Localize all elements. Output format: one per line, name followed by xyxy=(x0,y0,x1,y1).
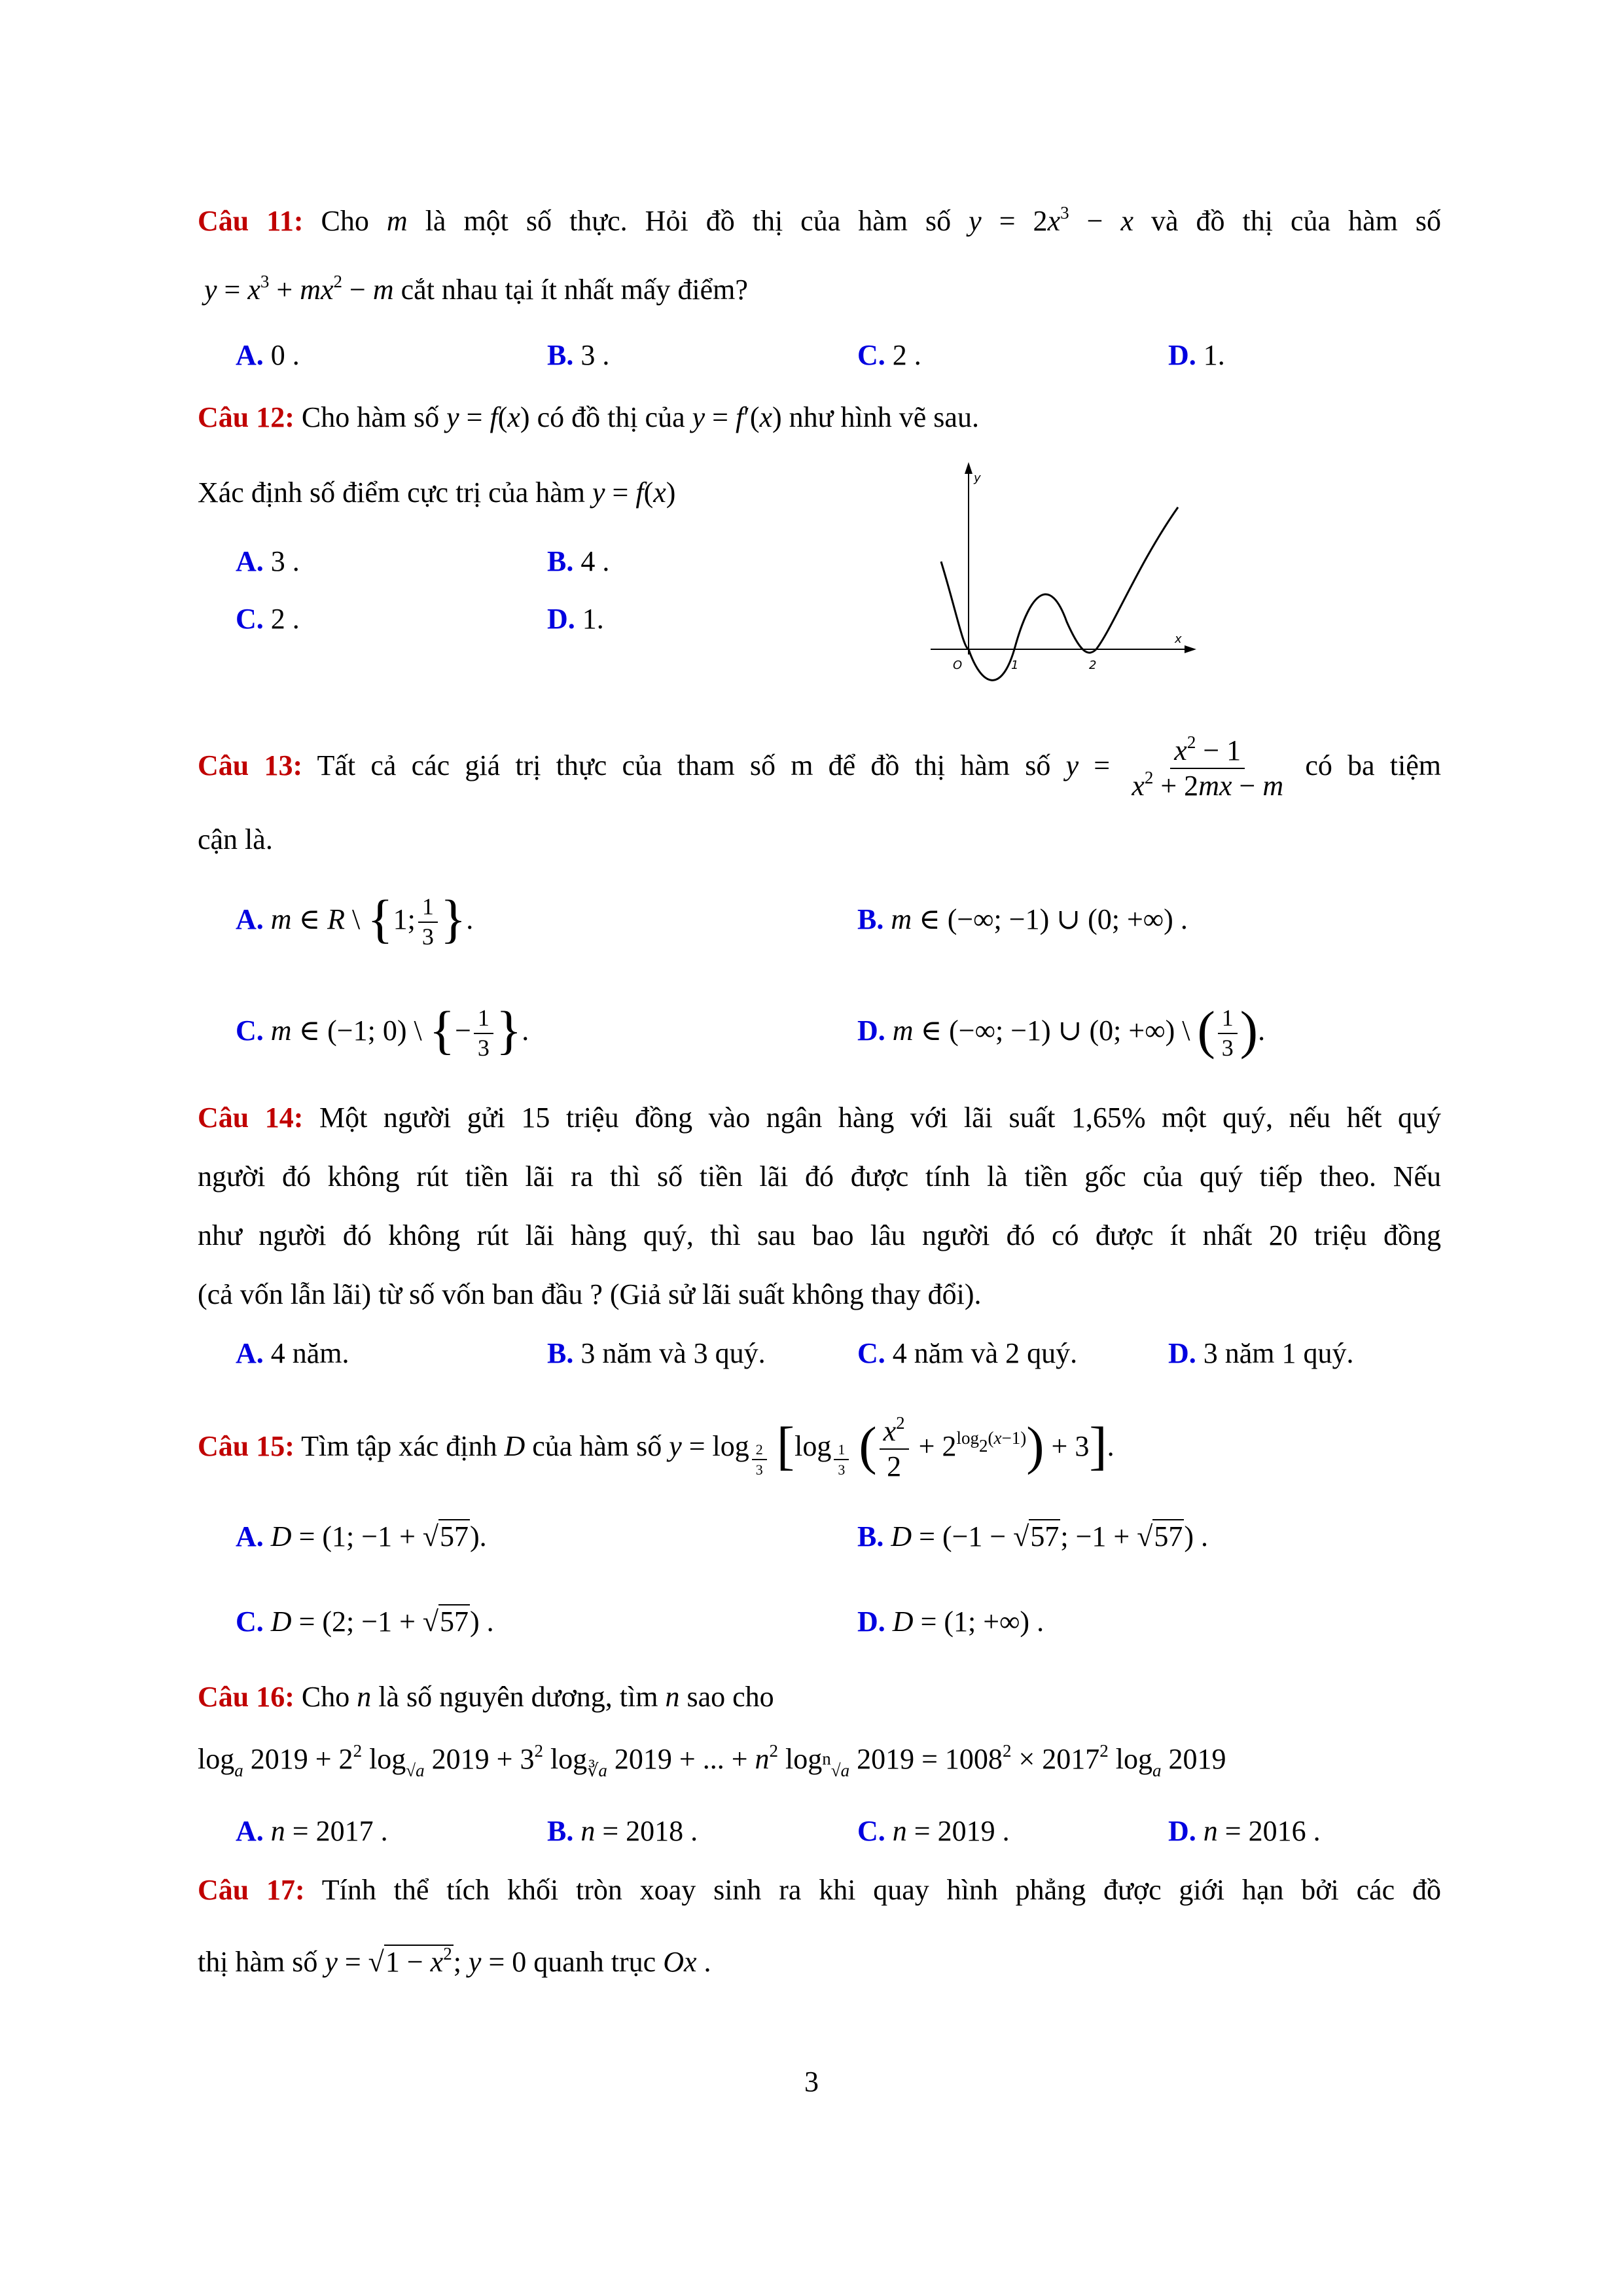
q12-option-a: A. 3 . xyxy=(236,545,300,577)
q16-option-d: D. n = 2016 . xyxy=(1168,1815,1321,1847)
q15-line-1: Câu 15: Tìm tập xác định D của hàm số y = log $_{\frac{2}{3}}$ [log $_{\frac{1}{3}}$ ( $\frac{x^2}{2}$ + $2^{log_2(x-1)}) + 3$]. xyxy=(198,1412,1115,1482)
q13-line-2: cận là. xyxy=(198,823,273,855)
q17-line-1: Câu 17: Tính thể tích khối tròn xoay sinh ra khi quay hình phẳng được giới hạn bởi các đồ xyxy=(198,1874,1441,1906)
q15-option-c: C. D = (2; −1 + √57) . xyxy=(236,1605,494,1638)
graph-tick-1: 1 xyxy=(1011,658,1019,672)
q12-line-2: Xác định số điểm cực trị của hàm y = f(x) xyxy=(198,476,676,509)
graph-y-label: y xyxy=(974,471,981,485)
q17-label: Câu 17: xyxy=(198,1874,305,1906)
q11-label: Câu 11: xyxy=(198,205,304,237)
q11-option-d: D. 1. xyxy=(1168,339,1225,371)
q11-option-b: B. 3 . xyxy=(547,339,610,371)
q13-option-d: D. m ∈ (−∞; −1) ∪ (0; +∞) \ ( $\frac{1}{3}$ ). xyxy=(857,999,1266,1061)
derivative-graph xyxy=(916,458,1217,707)
q11-option-a: A. 0 . xyxy=(236,339,300,371)
q13-line-1: Câu 13: Tất cả các giá trị thực của tham số m để đồ thị hàm số y = $\frac{x^2 - 1}{x^2 + 2mx - m}$ có ba tiệm xyxy=(198,732,1441,802)
q15-option-b: B. D = (−1 − √57; −1 + √57) . xyxy=(857,1520,1209,1552)
q16-line-1: Câu 16: Cho n là số nguyên dương, tìm n sao cho xyxy=(198,1681,774,1713)
q15-option-d: D. D = (1; +∞) . xyxy=(857,1605,1044,1638)
q13-option-c: C. m ∈ (−1; 0) \ {− $\frac{1}{3}$ }. xyxy=(236,999,529,1061)
q16-option-c: C. n = 2019 . xyxy=(857,1815,1010,1847)
q12-option-d: D. 1. xyxy=(547,603,604,635)
q17-line-2: thị hàm số $y = √1 - x^2$; y = 0 quanh trục Ox . xyxy=(198,1944,711,1978)
page-number: 3 xyxy=(804,2066,819,2098)
q16-option-a: A. n = 2017 . xyxy=(236,1815,388,1847)
q16-option-b: B. n = 2018 . xyxy=(547,1815,698,1847)
q11-line-1: Câu 11: Cho m là một số thực. Hỏi đồ thị của hàm số $y = 2x^3 - x$ và đồ thị của hàm số xyxy=(198,203,1441,237)
q14-line-4: (cả vốn lẫn lãi) từ số vốn ban đầu ? (Giả sử lãi suất không thay đổi). xyxy=(198,1278,982,1310)
q13-label: Câu 13: xyxy=(198,749,303,781)
q12-label: Câu 12: xyxy=(198,401,294,433)
q14-option-c: C. 4 năm và 2 quý. xyxy=(857,1337,1078,1369)
q15-label: Câu 15: xyxy=(198,1430,294,1462)
q11-option-c: C. 2 . xyxy=(857,339,921,371)
q12-option-b: B. 4 . xyxy=(547,545,610,577)
q14-option-b: B. 3 năm và 3 quý. xyxy=(547,1337,766,1369)
q16-label: Câu 16: xyxy=(198,1681,294,1713)
q13-option-a: A. m ∈ R \ {1; $\frac{1}{3}$ }. xyxy=(236,888,474,950)
q14-line-2: người đó không rút tiền lãi ra thì số tiền lãi đó được tính là tiền gốc của quý tiếp theo. Nếu xyxy=(198,1160,1441,1193)
q11-line-2: $y = x^3 + mx^2 - m$ cắt nhau tại ít nhất mấy điểm? xyxy=(204,272,748,306)
q14-line-1: Câu 14: Một người gửi 15 triệu đồng vào ngân hàng với lãi suất 1,65% một quý, nếu hết quý xyxy=(198,1102,1441,1134)
q14-line-3: như người đó không rút lãi hàng quý, thì sau bao lâu người đó có được ít nhất 20 triệu đồng xyxy=(198,1219,1441,1251)
graph-tick-2: 2 xyxy=(1089,658,1097,672)
q12-option-c: C. 2 . xyxy=(236,603,300,635)
q14-label: Câu 14: xyxy=(198,1102,304,1134)
q12-line-1: Câu 12: Cho hàm số y = f(x) có đồ thị của y = f′(x) như hình vẽ sau. xyxy=(198,401,979,433)
q14-option-a: A. 4 năm. xyxy=(236,1337,349,1369)
q16-line-2: $\log_a 2019 + 2^2$ $\log_{√a} 2019 + 3^2$ $\log_{∛a} 2019$ + ... + $n^2$ $\log_{^n√a} 2019 = 1008^2 \times 2017^2$ $\log_a 2019$ xyxy=(198,1741,1226,1780)
q13-option-b: B. m ∈ (−∞; −1) ∪ (0; +∞) . xyxy=(857,903,1188,935)
q15-option-a: A. D = (1; −1 + √57). xyxy=(236,1520,487,1552)
graph-x-label: x xyxy=(1175,632,1182,646)
q14-option-d: D. 3 năm 1 quý. xyxy=(1168,1337,1354,1369)
graph-origin-label: O xyxy=(953,658,963,672)
